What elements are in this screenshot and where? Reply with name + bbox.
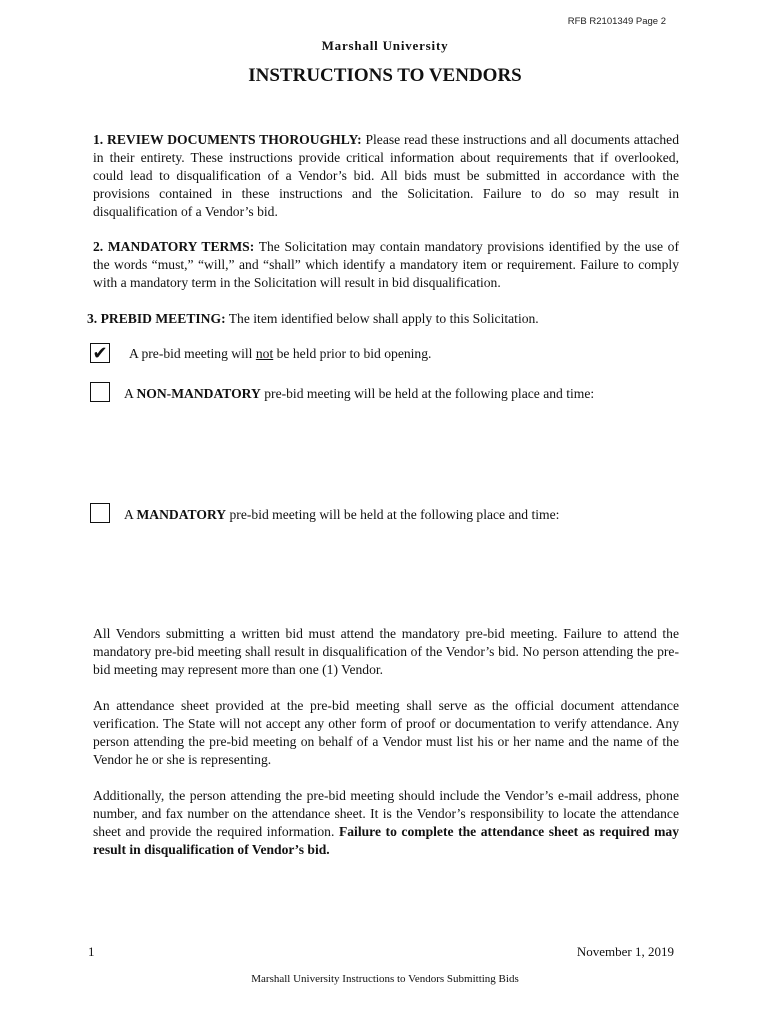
option-emphasis: not — [255, 346, 274, 361]
page-reference: RFB R2101349 Page 2 — [567, 16, 666, 27]
section-heading: 1. REVIEW DOCUMENTS THOROUGHLY: — [93, 132, 362, 147]
option-mandatory-checkbox[interactable] — [90, 503, 110, 523]
option-non-mandatory-label — [124, 385, 594, 403]
section-review-documents — [93, 131, 679, 221]
attendance-contact-paragraph — [93, 787, 679, 859]
section-heading: 3. PREBID MEETING: — [87, 311, 226, 326]
option-no-prebid-label — [129, 345, 431, 363]
option-text: A pre-bid meeting will — [129, 346, 256, 361]
section-body: Please read these instructions and all documents attached in their entirety. These instructions provide critical information about requirements that if overlooked, could lead to disqualification of a Vendor’s bid. All bids must be submitted in accordance with the provisions contained in these instructions and the Solicitation. Failure to do so may result in disqualification of a Vendor’s bid. — [93, 132, 679, 219]
option-text: A — [124, 386, 137, 401]
option-no-prebid-checkbox[interactable] — [90, 343, 110, 363]
university-name: Marshall University — [321, 38, 449, 53]
section-body: The Solicitation may contain mandatory provisions identified by the use of the words “must,” “will,” and “shall” which identify a mandatory item or requirement. Failure to comply with a mandatory term in the Solicitation will result in bid disqualification. — [93, 239, 680, 290]
checkmark-icon: ✔ — [92, 343, 108, 363]
paragraph-text: Additionally, the person attending the pre-bid meeting should include the Vendor’s e-mail address, phone number, and fax number on the attendance sheet. It is the Vendor’s responsibility to locate the attendance sheet and provide the required information. — [93, 788, 679, 839]
section-body: The item identified below shall apply to this Solicitation. — [225, 311, 539, 326]
option-emphasis: NON-MANDATORY — [136, 386, 261, 401]
page-number: 1 — [88, 944, 95, 959]
attendance-sheet-paragraph: An attendance sheet provided at the pre-bid meeting shall serve as the official document attendance verification. The State will not accept any other form of proof or documentation to verify attendance. Any person attending the pre-bid meeting on behalf of a Vendor must list his or her name and the name of the Vendor he or she is representing. — [93, 698, 679, 767]
option-text: A — [124, 507, 137, 522]
section-mandatory-terms — [93, 238, 679, 292]
attendance-requirement-paragraph: All Vendors submitting a written bid must attend the mandatory pre-bid meeting. Failure to attend the mandatory pre-bid meeting shall result in disqualification of the Vendor’s bid. No person attending the pre-bid meeting may represent more than one (1) Vendor. — [93, 626, 679, 677]
section-prebid-meeting — [87, 310, 673, 328]
option-text: be held prior to bid opening. — [273, 346, 432, 361]
page-title: INSTRUCTIONS TO VENDORS — [248, 65, 522, 86]
paragraph-warning: Failure to complete the attendance sheet as required may result in disqualification of Vendor’s bid. — [93, 824, 679, 857]
option-text: pre-bid meeting will be held at the following place and time: — [226, 507, 560, 522]
document-footer: Marshall University Instructions to Vendors Submitting Bids — [251, 973, 519, 985]
document-date: November 1, 2019 — [576, 944, 674, 959]
option-text: pre-bid meeting will be held at the following place and time: — [260, 386, 595, 401]
option-mandatory-label — [124, 506, 559, 524]
option-non-mandatory-checkbox[interactable] — [90, 382, 110, 402]
option-emphasis: MANDATORY — [136, 507, 227, 522]
section-heading: 2. MANDATORY TERMS: — [93, 239, 255, 254]
